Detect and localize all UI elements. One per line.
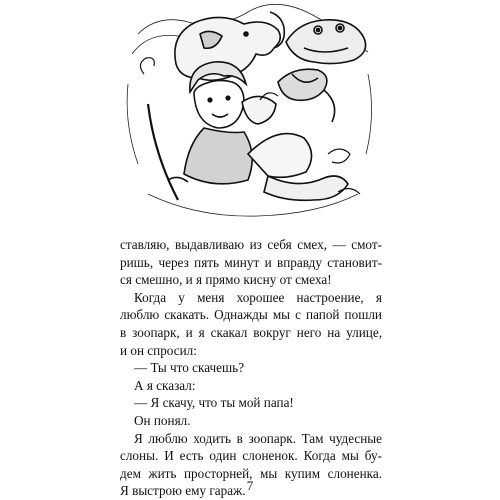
- text-line: Когда у меня хорошее настроение, я: [134, 289, 382, 305]
- dialogue-line: — Ты что скачешь?: [134, 360, 245, 376]
- dialogue-line: А я сказал:: [134, 377, 196, 393]
- text-line: Я выстрою ему гараж.: [120, 483, 246, 499]
- text-line: и он спросил:: [120, 342, 197, 358]
- text-line: люблю скакать. Однажды мы с папой пошли: [120, 307, 382, 323]
- page-number: 7: [246, 478, 254, 493]
- text-line: в зоопарк, и я скакал вокруг него на улице,: [120, 324, 382, 340]
- text-line: дем жить просторней, мы купим слоненка.: [120, 465, 382, 481]
- body-text: [120, 236, 382, 500]
- text-line: ставляю, выдавливаю из себя смех, — смот-: [120, 237, 382, 252]
- text-line: ся смешно, и я прямо кисну от смеха!: [120, 272, 332, 288]
- telephone-figure: [278, 69, 335, 122]
- dialogue-line: — Я скачу, что ты мой папа!: [134, 395, 294, 411]
- illustration-boy-dreaming: [118, 4, 380, 226]
- text-line: Я люблю ходить в зоопарк. Там чудесные: [134, 430, 382, 446]
- dialogue-line: Он понял.: [134, 412, 191, 428]
- text-line: слоны. И есть один слоненок. Когда мы бу-: [120, 448, 382, 464]
- illustration-drawing: [118, 4, 380, 226]
- frog-figure: [286, 20, 366, 64]
- text-line: ришь, через пять минут и вправду становит-: [120, 254, 382, 270]
